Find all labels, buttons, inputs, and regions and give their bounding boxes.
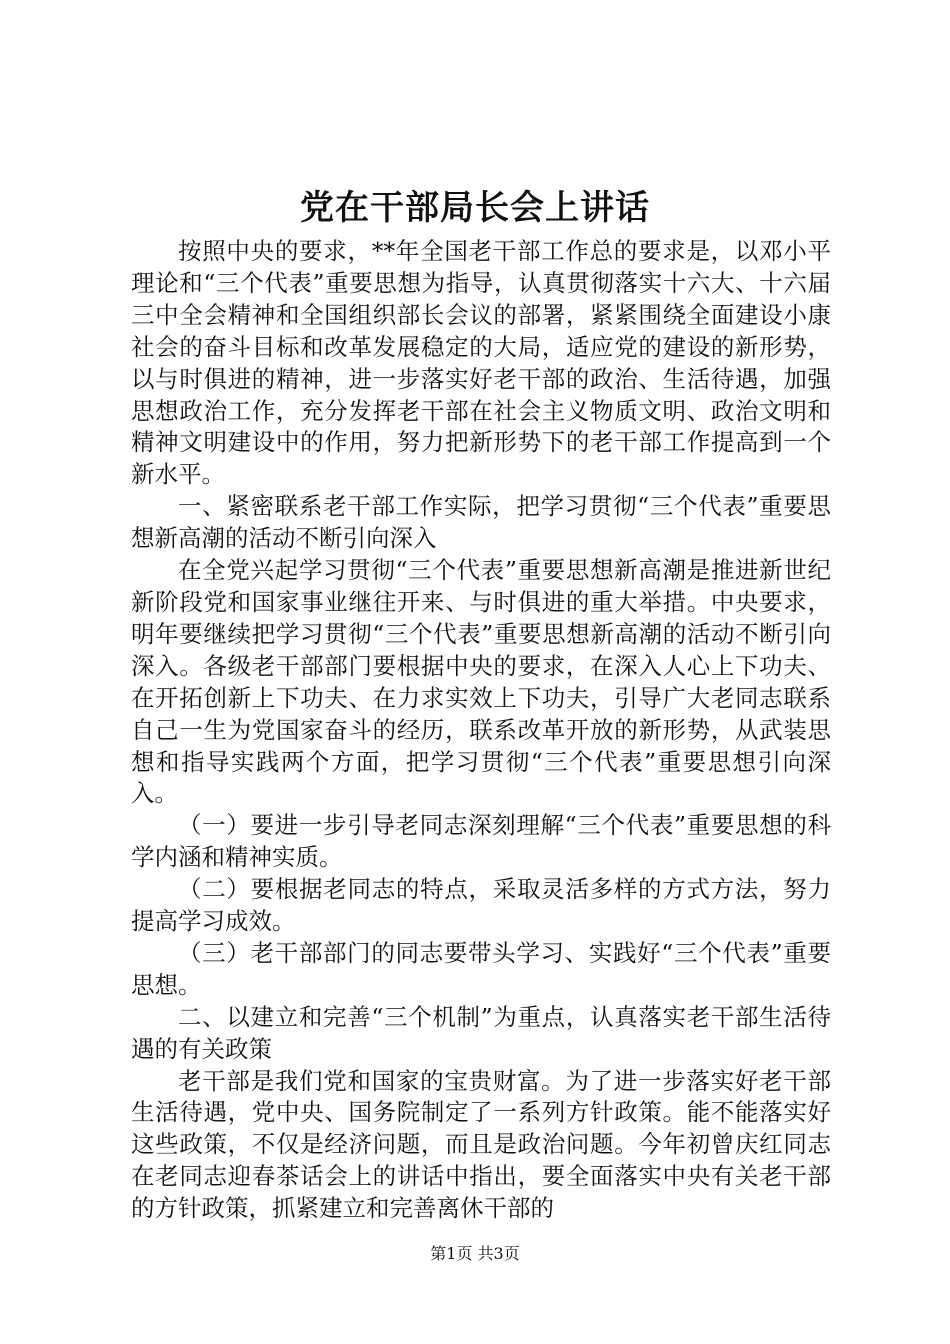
item-1: （一）要进一步引导老同志深刻理解“三个代表”重要思想的科学内涵和精神实质。 (131, 811, 831, 872)
document-title: 党在干部局长会上讲话 (300, 188, 650, 228)
heading-section-2: 二、以建立和完善“三个机制”为重点，认真落实老干部生活待遇的有关政策 (131, 1002, 831, 1063)
heading-section-1: 一、紧密联系老干部工作实际，把学习贯彻“三个代表”重要思想新高潮的活动不断引向深入 (131, 492, 831, 553)
paragraph-intro: 按照中央的要求，**年全国老干部工作总的要求是，以邓小平理论和“三个代表”重要思想为指导，认真贯彻落实十六大、十六届三中全会精神和全国组织部长会议的部署，紧紧围绕全面建设小康社会的奋斗目标和改革发展稳定的大局，适应党的建设的新形势，以与时俱进的精神，进一步落实好老干部的政治、生活待遇，加强思想政治工作，充分发挥老干部在社会主义物质文明、政治文明和精神文明建设中的作用，努力把新形势下的老干部工作提高到一个新水平。 (131, 237, 831, 489)
item-3: （三）老干部部门的同志要带头学习、实践好“三个代表”重要思想。 (131, 938, 831, 999)
page-number-footer: 第1页 共3页 (430, 1244, 520, 1263)
document-body (131, 236, 831, 1225)
paragraph-section-2: 老干部是我们党和国家的宝贵财富。为了进一步落实好老干部生活待遇，党中央、国务院制定了一系列方针政策。能不能落实好这些政策，不仅是经济问题，而且是政治问题。今年初曾庆红同志在老同志迎春茶话会上的讲话中指出，要全面落实中央有关老干部的方针政策，抓紧建立和完善离休干部的 (131, 1066, 831, 1223)
item-2: （二）要根据老同志的特点，采取灵活多样的方式方法，努力提高学习成效。 (131, 875, 831, 936)
paragraph-section-1: 在全党兴起学习贯彻“三个代表”重要思想新高潮是推进新世纪新阶段党和国家事业继往开来、与时俱进的重大举措。中央要求，明年要继续把学习贯彻“三个代表”重要思想新高潮的活动不断引向深入。各级老干部部门要根据中央的要求，在深入人心上下功夫、在开拓创新上下功夫、在力求实效上下功夫，引导广大老同志联系自己一生为党国家奋斗的经历，联系改革开放的新形势，从武装思想和指导实践两个方面，把学习贯彻“三个代表”重要思想引向深入。 (131, 556, 831, 808)
